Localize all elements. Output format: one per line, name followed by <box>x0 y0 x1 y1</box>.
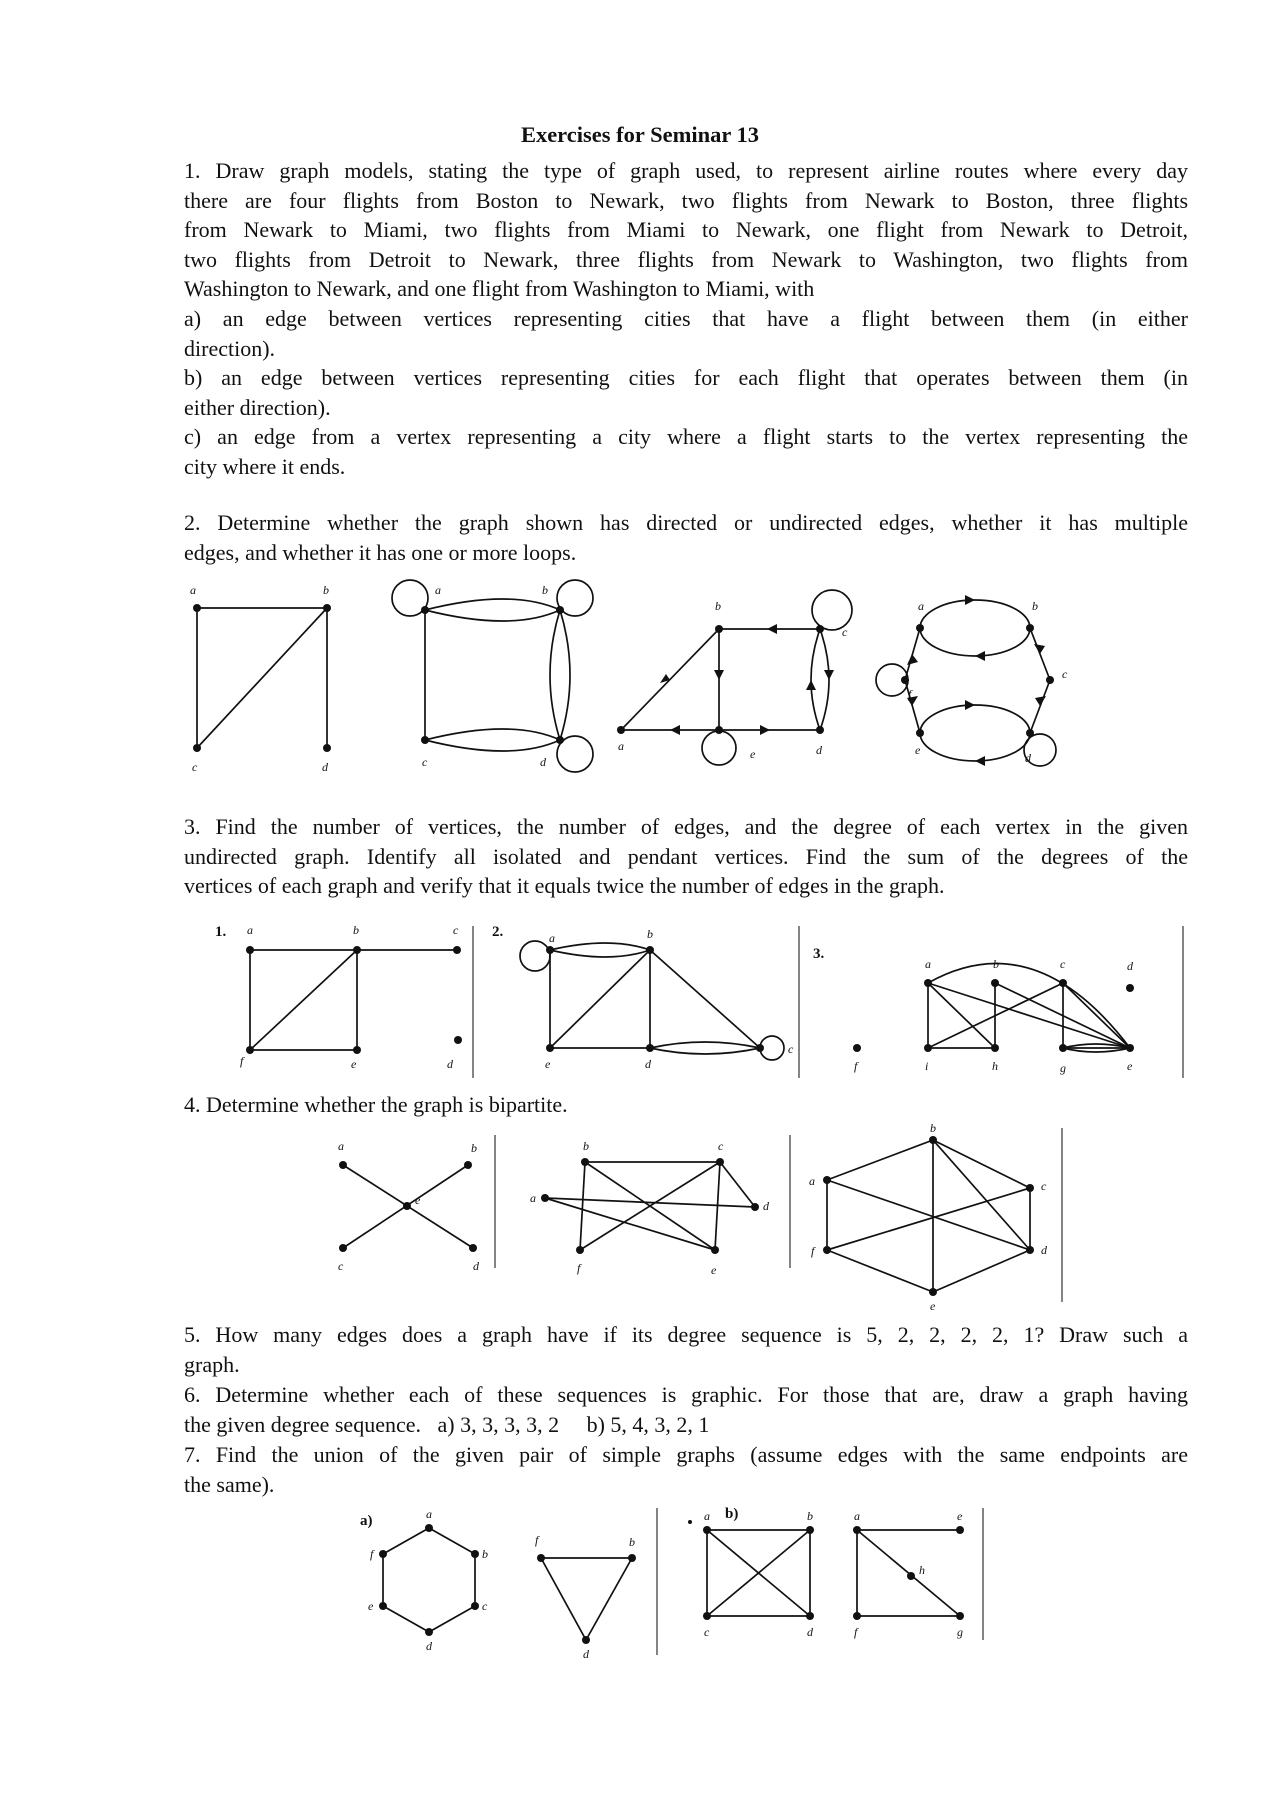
vertex-label: b <box>629 1535 635 1549</box>
vertex-label: e <box>930 1299 936 1313</box>
question-4 <box>184 1090 1188 1120</box>
q7-line: 7. Find the union of the given pair of simple graphs (assume edges with the same endpoints are <box>184 1442 1188 1467</box>
q7-graph-a2 <box>535 1533 636 1661</box>
vertex-label: c <box>482 1599 488 1613</box>
vertex-label: a <box>435 583 441 597</box>
vertex-label: d <box>447 1057 453 1071</box>
vertex-label: c <box>718 1139 724 1153</box>
q6-line: the given degree sequence. a) 3, 3, 3, 3, 2 b) 5, 4, 3, 2, 1 <box>184 1411 710 1437</box>
vertex-label: c <box>704 1625 710 1639</box>
vertex-label: h <box>919 1563 925 1577</box>
q2-graph-3 <box>617 590 852 765</box>
vertex-label: e <box>1127 1059 1133 1073</box>
q4-line: 4. Determine whether the graph is bipartite. <box>184 1092 568 1117</box>
vertex-label: h <box>992 1059 998 1073</box>
vertex-label: f <box>535 1533 539 1547</box>
vertex-label: b <box>647 927 653 941</box>
vertex-label: g <box>1060 1061 1066 1075</box>
vertex-label: b <box>1032 599 1038 613</box>
vertex-label: d <box>807 1625 813 1639</box>
q1-line: Washington to Newark, and one flight from Washington to Miami, with <box>184 276 815 302</box>
vertex-label: f <box>370 1547 374 1561</box>
q7-graphs-figure <box>355 1500 995 1675</box>
q1-line: direction). <box>184 335 276 361</box>
vertex-label: d <box>645 1057 651 1071</box>
q1-line: either direction). <box>184 394 331 420</box>
q1-line: from Newark to Miami, two flights from Miami to Newark, one flight from Newark to Detroit, <box>184 217 1188 243</box>
vertex-label: f <box>908 687 912 701</box>
q2-graphs-figure <box>170 570 1110 790</box>
vertex-label: c <box>1060 957 1066 971</box>
vertex-label: a <box>247 923 253 937</box>
q1-line: there are four flights from Boston to Newark, two flights from Newark to Boston, three flights <box>184 187 1188 213</box>
vertex-label: d <box>763 1199 769 1213</box>
vertex-label: b <box>323 583 329 597</box>
vertex-label: e <box>545 1057 551 1071</box>
vertex-label: a <box>809 1174 815 1188</box>
vertex-label: d <box>1041 1243 1047 1257</box>
q2-graph-1 <box>190 583 331 774</box>
vertex-label: b <box>583 1139 589 1153</box>
vertex-label: d <box>816 743 822 757</box>
q5-line: 5. How many edges does a graph have if its degree sequence is 5, 2, 2, 2, 2, 1? Draw such a <box>184 1322 1188 1347</box>
vertex-label: a <box>338 1139 344 1153</box>
q4-graph-2 <box>530 1139 770 1277</box>
vertex-label: d <box>1025 751 1031 765</box>
vertex-label: e <box>957 1509 963 1523</box>
vertex-label: e <box>915 743 921 757</box>
vertex-label: e <box>711 1263 717 1277</box>
vertex-label: e <box>368 1599 374 1613</box>
q4-graphs-figure <box>325 1120 1085 1313</box>
vertex-label: f <box>854 1625 858 1639</box>
vertex-label: c <box>338 1259 344 1273</box>
question-1 <box>184 156 1188 482</box>
q2-graph-4 <box>876 595 1068 766</box>
page-title: Exercises for Seminar 13 <box>520 122 760 147</box>
vertex-label: b <box>930 1121 936 1135</box>
vertex-label: e <box>750 747 756 761</box>
q3-line: 3. Find the number of vertices, the number of edges, and the degree of each vertex in the given <box>184 814 1188 839</box>
vertex-label: b <box>807 1509 813 1523</box>
q2-graph-2 <box>392 580 593 772</box>
vertex-label: c <box>192 760 198 774</box>
q1-line: a) an edge between vertices representing cities that have a flight between them (in either <box>184 305 1188 331</box>
question-2 <box>184 508 1188 567</box>
vertex-label: a <box>190 583 196 597</box>
q3-line: undirected graph. Identify all isolated and pendant vertices. Find the sum of the degrees of the <box>184 843 1188 869</box>
graph-number: 3. <box>813 946 825 962</box>
vertex-label: c <box>1062 667 1068 681</box>
q1-line: b) an edge between vertices representing cities for each flight that operates between them (in <box>184 365 1188 391</box>
q7-graph-b1 <box>688 1506 814 1639</box>
q3-graph-1 <box>215 923 462 1071</box>
q7-graph-a1 <box>360 1507 488 1653</box>
vertex-label: a <box>925 957 931 971</box>
vertex-label: d <box>322 760 328 774</box>
graph-number: 2. <box>492 924 504 940</box>
vertex-label: a <box>618 739 624 753</box>
vertex-label: d <box>583 1647 589 1661</box>
vertex-label: e <box>351 1057 357 1071</box>
vertex-label: b <box>471 1141 477 1155</box>
part-label: b) <box>725 1506 739 1522</box>
q3-graph-2 <box>492 924 794 1071</box>
q1-line: 1. Draw graph models, stating the type of graph used, to represent airline routes where every day <box>184 158 1188 183</box>
q4-graph-1 <box>338 1139 480 1273</box>
vertex-label: d <box>1127 959 1133 973</box>
q3-line: vertices of each graph and verify that it equals twice the number of edges in the graph. <box>184 873 945 899</box>
vertex-label: e <box>415 1193 421 1207</box>
vertex-label: b <box>482 1547 488 1561</box>
vertex-label: f <box>811 1244 815 1258</box>
vertex-label: d <box>426 1639 432 1653</box>
vertex-label: b <box>715 599 721 613</box>
graph-number: 1. <box>215 924 227 940</box>
vertex-label: c <box>422 755 428 769</box>
q2-line: edges, and whether it has one or more loops. <box>184 539 577 565</box>
q3-graphs-figure <box>205 918 1190 1083</box>
question-3 <box>184 812 1188 901</box>
vertex-label: d <box>540 755 546 769</box>
vertex-label: c <box>842 625 848 639</box>
vertex-label: i <box>925 1059 929 1073</box>
question-5 <box>184 1320 1188 1379</box>
vertex-label: b <box>542 583 548 597</box>
q1-line: city where it ends. <box>184 453 346 479</box>
vertex-label: f <box>240 1054 244 1068</box>
q1-line: c) an edge from a vertex representing a city where a flight starts to the vertex representing the <box>184 424 1188 450</box>
vertex-label: f <box>577 1261 581 1275</box>
vertex-label: a <box>549 931 555 945</box>
q6-line: 6. Determine whether each of these sequences is graphic. For those that are, draw a graph having <box>184 1382 1188 1407</box>
vertex-label: a <box>704 1509 710 1523</box>
vertex-label: f <box>854 1059 858 1073</box>
vertex-label: g <box>957 1625 963 1639</box>
vertex-label: a <box>918 599 924 613</box>
vertex-label: b <box>993 957 999 971</box>
vertex-label: c <box>1041 1179 1047 1193</box>
vertex-label: c <box>788 1042 794 1056</box>
question-7 <box>184 1440 1188 1499</box>
q5-line: graph. <box>184 1351 240 1377</box>
q2-line: 2. Determine whether the graph shown has directed or undirected edges, whether it has multiple <box>184 510 1188 535</box>
vertex-label: a <box>426 1507 432 1521</box>
vertex-label: d <box>473 1259 479 1273</box>
vertex-label: a <box>530 1191 536 1205</box>
vertex-label: c <box>453 923 459 937</box>
q4-graph-3 <box>809 1121 1048 1313</box>
q7-line: the same). <box>184 1471 275 1497</box>
q7-graph-b2 <box>853 1509 964 1639</box>
question-6 <box>184 1380 1188 1439</box>
vertex-label: b <box>353 923 359 937</box>
vertex-label: a <box>854 1509 860 1523</box>
q3-graph-3 <box>813 946 1134 1075</box>
part-label: a) <box>360 1513 373 1529</box>
q1-line: two flights from Detroit to Newark, three flights from Newark to Washington, two flights from <box>184 246 1188 272</box>
